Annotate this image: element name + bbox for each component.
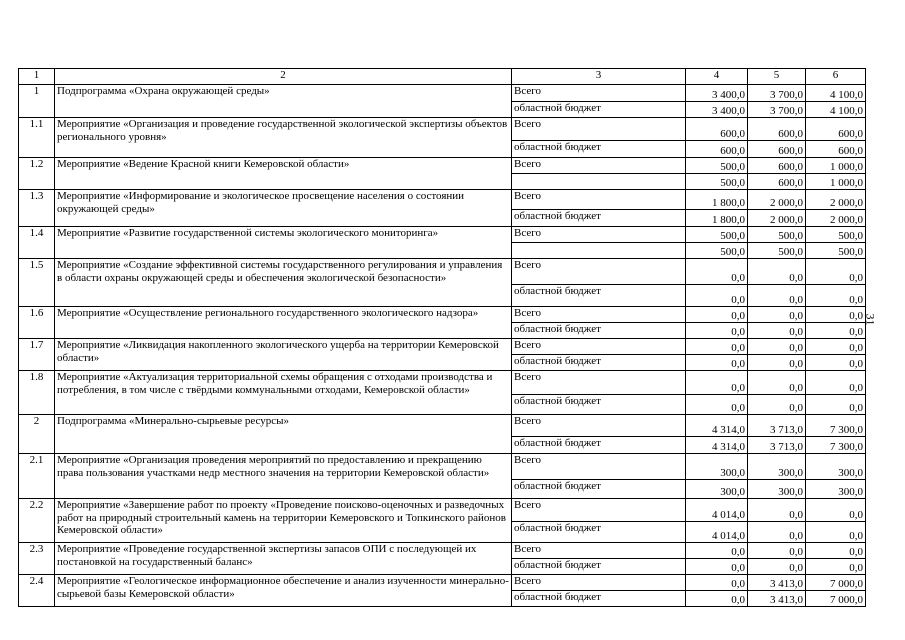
funding-source [512,243,686,259]
amount-v6: 300,0 [806,480,866,499]
amount-v6: 0,0 [806,522,866,543]
amount-v5: 600,0 [748,158,806,174]
row-number: 1.2 [19,158,55,190]
program-name: Мероприятие «Осуществление регионального государственного экологического надзора» [55,307,512,339]
amount-v5: 2 000,0 [748,190,806,210]
amount-v4: 3 400,0 [686,102,748,118]
funding-source: Всего [512,339,686,355]
amount-v4: 500,0 [686,174,748,190]
amount-v5: 0,0 [748,371,806,395]
amount-v6: 0,0 [806,323,866,339]
program-name: Мероприятие «Ликвидация накопленного экологического ущерба на территории Кемеровской области» [55,339,512,371]
amount-v6: 1 000,0 [806,174,866,190]
program-name: Мероприятие «Информирование и экологическое просвещение населения о состоянии окружающей среды» [55,190,512,227]
funding-source: Всего [512,227,686,243]
table-row [19,227,866,243]
amount-v6: 600,0 [806,141,866,158]
funding-source: Всего [512,307,686,323]
page-number: 31 [863,313,878,326]
amount-v6: 0,0 [806,339,866,355]
amount-v5: 0,0 [748,499,806,522]
funding-source: областной бюджет [512,591,686,607]
row-number: 1.4 [19,227,55,259]
funding-source: областной бюджет [512,559,686,575]
amount-v4: 300,0 [686,480,748,499]
amount-v4: 0,0 [686,259,748,285]
amount-v4: 1 800,0 [686,190,748,210]
amount-v5: 0,0 [748,285,806,307]
amount-v5: 0,0 [748,307,806,323]
column-number: 1 [19,69,55,85]
funding-source: областной бюджет [512,210,686,227]
table-row [19,158,866,174]
table-row [19,499,866,522]
amount-v4: 600,0 [686,141,748,158]
row-number: 1.3 [19,190,55,227]
amount-v5: 500,0 [748,243,806,259]
table-row [19,190,866,210]
column-number: 3 [512,69,686,85]
amount-v6: 2 000,0 [806,210,866,227]
amount-v5: 2 000,0 [748,210,806,227]
amount-v6: 7 000,0 [806,591,866,607]
program-name: Мероприятие «Ведение Красной книги Кемеровской области» [55,158,512,190]
amount-v6: 300,0 [806,454,866,480]
amount-v4: 0,0 [686,591,748,607]
funding-source: Всего [512,85,686,102]
column-number: 5 [748,69,806,85]
amount-v4: 0,0 [686,395,748,415]
program-name: Мероприятие «Проведение государственной экспертизы запасов ОПИ с последующей их постановкой на государственный баланс» [55,543,512,575]
amount-v5: 3 413,0 [748,575,806,591]
amount-v4: 0,0 [686,323,748,339]
amount-v5: 3 413,0 [748,591,806,607]
column-number: 2 [55,69,512,85]
program-name: Мероприятие «Актуализация территориальной схемы обращения с отходами производства и потребления, в том числе с твёрдыми коммунальными отходами, Кемеровской области» [55,371,512,415]
amount-v5: 0,0 [748,559,806,575]
amount-v4: 0,0 [686,371,748,395]
row-number: 1.5 [19,259,55,307]
funding-source: областной бюджет [512,141,686,158]
amount-v6: 0,0 [806,395,866,415]
amount-v6: 500,0 [806,227,866,243]
amount-v6: 500,0 [806,243,866,259]
amount-v6: 2 000,0 [806,190,866,210]
program-name: Мероприятие «Развитие государственной системы экологического мониторинга» [55,227,512,259]
funding-source: Всего [512,543,686,559]
amount-v5: 600,0 [748,118,806,141]
table-row [19,259,866,285]
amount-v6: 0,0 [806,499,866,522]
funding-source: областной бюджет [512,437,686,454]
amount-v5: 0,0 [748,543,806,559]
amount-v5: 0,0 [748,259,806,285]
amount-v5: 300,0 [748,454,806,480]
amount-v5: 0,0 [748,355,806,371]
amount-v4: 500,0 [686,227,748,243]
table-row [19,415,866,437]
funding-source: Всего [512,499,686,522]
amount-v5: 0,0 [748,339,806,355]
amount-v5: 600,0 [748,174,806,190]
amount-v5: 0,0 [748,323,806,339]
amount-v6: 7 300,0 [806,437,866,454]
table-row [19,307,866,323]
amount-v4: 500,0 [686,243,748,259]
funding-source: Всего [512,158,686,174]
funding-source [512,174,686,190]
amount-v4: 0,0 [686,559,748,575]
budget-table [18,68,866,607]
funding-source: областной бюджет [512,285,686,307]
amount-v4: 0,0 [686,285,748,307]
amount-v4: 3 400,0 [686,85,748,102]
table-row [19,543,866,559]
amount-v4: 0,0 [686,575,748,591]
table-row [19,118,866,141]
amount-v4: 0,0 [686,307,748,323]
row-number: 2.4 [19,575,55,607]
amount-v4: 4 314,0 [686,415,748,437]
funding-source: областной бюджет [512,480,686,499]
amount-v6: 0,0 [806,259,866,285]
table-row [19,454,866,480]
amount-v5: 0,0 [748,522,806,543]
amount-v4: 300,0 [686,454,748,480]
amount-v6: 7 300,0 [806,415,866,437]
amount-v5: 300,0 [748,480,806,499]
row-number: 1.1 [19,118,55,158]
amount-v6: 0,0 [806,371,866,395]
funding-source: областной бюджет [512,355,686,371]
amount-v6: 4 100,0 [806,85,866,102]
amount-v6: 4 100,0 [806,102,866,118]
row-number: 2.3 [19,543,55,575]
row-number: 1.7 [19,339,55,371]
row-number: 2 [19,415,55,454]
funding-source: Всего [512,118,686,141]
amount-v4: 4 314,0 [686,437,748,454]
program-name: Подпрограмма «Минерально-сырьевые ресурсы» [55,415,512,454]
row-number: 1.8 [19,371,55,415]
funding-source: областной бюджет [512,395,686,415]
amount-v6: 0,0 [806,285,866,307]
amount-v5: 0,0 [748,395,806,415]
amount-v6: 1 000,0 [806,158,866,174]
column-number-row [19,69,866,85]
amount-v6: 0,0 [806,543,866,559]
program-name: Мероприятие «Завершение работ по проекту «Проведение поисково-оценочных и разведочных работ на природный строительный камень на территории Кемеровского и Топкинского районов Кемеровской области» [55,499,512,543]
amount-v6: 7 000,0 [806,575,866,591]
amount-v6: 0,0 [806,307,866,323]
amount-v5: 3 713,0 [748,415,806,437]
program-name: Мероприятие «Геологическое информационное обеспечение и анализ изученности минерально-сырьевой базы Кемеровской области» [55,575,512,607]
amount-v4: 0,0 [686,355,748,371]
program-name: Мероприятие «Организация и проведение государственной экологической экспертизы объектов регионального уровня» [55,118,512,158]
funding-source: областной бюджет [512,323,686,339]
amount-v5: 3 713,0 [748,437,806,454]
amount-v6: 0,0 [806,559,866,575]
row-number: 1 [19,85,55,118]
amount-v5: 3 700,0 [748,102,806,118]
funding-source: Всего [512,575,686,591]
funding-source: областной бюджет [512,522,686,543]
amount-v4: 4 014,0 [686,499,748,522]
amount-v4: 600,0 [686,118,748,141]
funding-source: Всего [512,454,686,480]
funding-source: областной бюджет [512,102,686,118]
program-name: Мероприятие «Организация проведения мероприятий по предоставлению и прекращению права пользования участками недр местного значения на территории Кемеровской области» [55,454,512,499]
row-number: 2.2 [19,499,55,543]
funding-source: Всего [512,371,686,395]
amount-v5: 3 700,0 [748,85,806,102]
amount-v5: 600,0 [748,141,806,158]
program-name: Подпрограмма «Охрана окружающей среды» [55,85,512,118]
amount-v4: 0,0 [686,339,748,355]
amount-v4: 1 800,0 [686,210,748,227]
column-number: 6 [806,69,866,85]
row-number: 2.1 [19,454,55,499]
amount-v4: 500,0 [686,158,748,174]
table-row [19,371,866,395]
table-row [19,575,866,591]
column-number: 4 [686,69,748,85]
row-number: 1.6 [19,307,55,339]
amount-v4: 4 014,0 [686,522,748,543]
amount-v5: 500,0 [748,227,806,243]
funding-source: Всего [512,259,686,285]
amount-v4: 0,0 [686,543,748,559]
funding-source: Всего [512,190,686,210]
amount-v6: 600,0 [806,118,866,141]
amount-v6: 0,0 [806,355,866,371]
table-row [19,339,866,355]
table-row [19,85,866,102]
funding-source: Всего [512,415,686,437]
program-name: Мероприятие «Создание эффективной системы государственного регулирования и управления в области охраны окружающей среды и обеспечения экологической безопасности» [55,259,512,307]
